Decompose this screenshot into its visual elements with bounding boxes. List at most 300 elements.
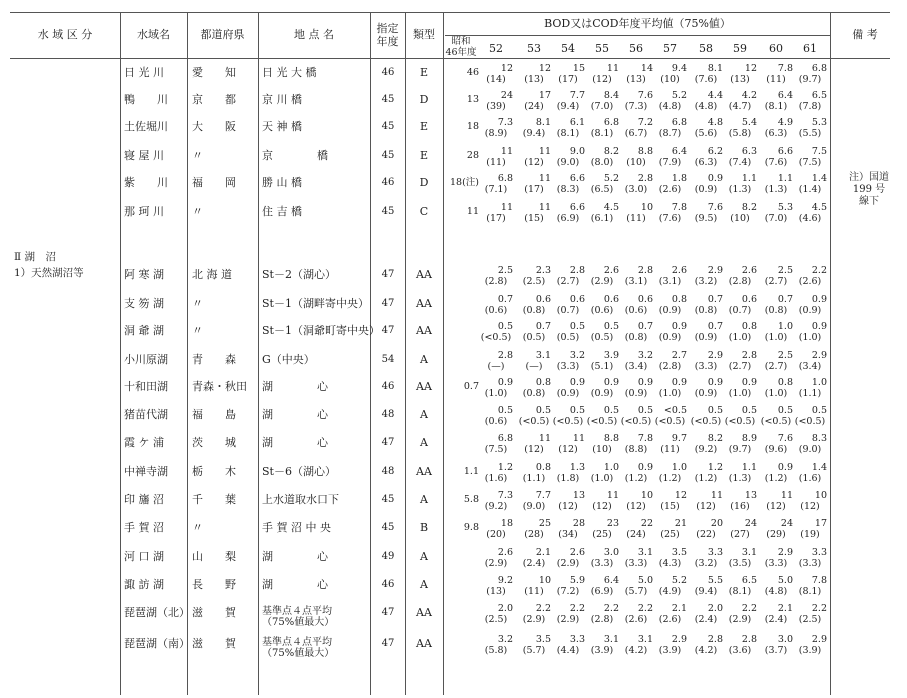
p75-value: (13) — [730, 74, 750, 85]
annual-value — [653, 146, 687, 168]
point-name: 日 光 大 橋 — [262, 66, 317, 79]
category-type: AA — [416, 297, 432, 310]
annual-value — [689, 433, 723, 455]
annual-value — [723, 433, 757, 455]
section-lake-subtitle: 1）天然湖沼等 — [14, 267, 84, 279]
annual-value — [551, 433, 585, 455]
p75-value: (3.7) — [764, 645, 788, 656]
p75-value: (2.8) — [728, 276, 752, 287]
category-type: AA — [416, 380, 432, 393]
p75-value: (1.0) — [590, 473, 614, 484]
point-name: St－6（湖心） — [262, 465, 336, 478]
p75-value: (<0.5) — [724, 416, 756, 427]
category-type: A — [420, 493, 428, 506]
annual-value — [723, 603, 757, 625]
mean-value: 0.5 — [535, 405, 551, 416]
mean-value: 6.4 — [671, 146, 687, 157]
p75-value: (<0.5) — [794, 416, 826, 427]
annual-value — [793, 146, 827, 168]
annual-value — [585, 603, 619, 625]
mean-value: 0.5 — [777, 405, 793, 416]
p75-value: (3.6) — [728, 645, 752, 656]
p75-value: (12) — [592, 74, 612, 85]
mean-value: 3.3 — [811, 547, 827, 558]
point-name: St－2（湖心） — [262, 268, 336, 281]
annual-value — [479, 202, 513, 224]
p75-value: (<0.5) — [654, 416, 686, 427]
mean-value: 1.0 — [603, 462, 619, 473]
annual-value — [759, 350, 793, 372]
p75-value: (8.1) — [764, 101, 788, 112]
mean-value: 2.5 — [777, 350, 793, 361]
header-base-year: 昭和 46年度 — [445, 36, 477, 58]
water-body-name: 阿 寒 湖 — [124, 268, 164, 281]
mean-value: 18 — [500, 518, 513, 529]
p75-value: (12) — [800, 501, 820, 512]
p75-value: (3.3) — [590, 558, 614, 569]
annual-value — [793, 90, 827, 112]
annual-value — [479, 462, 513, 484]
base-year-value: 1.1 — [463, 466, 479, 477]
designated-year: 47 — [381, 325, 395, 336]
mean-value: 6.6 — [569, 173, 585, 184]
p75-value: (0.6) — [624, 305, 648, 316]
header-year: 60 — [769, 42, 783, 55]
mean-value: 23 — [606, 518, 619, 529]
annual-value — [723, 634, 757, 656]
category-type: B — [419, 521, 429, 534]
annual-value — [551, 377, 585, 399]
p75-value: (1.2) — [764, 473, 788, 484]
mean-value: 8.2 — [603, 146, 619, 157]
mean-value: 2.6 — [569, 547, 585, 558]
p75-value: (12) — [592, 501, 612, 512]
p75-value: (9.7) — [728, 444, 752, 455]
p75-value: (8.3) — [556, 184, 580, 195]
mean-value: 11 — [606, 490, 619, 501]
mean-value: 8.9 — [741, 433, 757, 444]
annual-value — [759, 490, 793, 512]
annual-value — [689, 294, 723, 316]
water-body-name: 小川原湖 — [124, 353, 168, 366]
mean-value: 28 — [572, 518, 585, 529]
mean-value: 1.8 — [671, 173, 687, 184]
p75-value: (20) — [486, 529, 506, 540]
prefecture: 〃 — [192, 324, 203, 337]
mean-value: 7.8 — [671, 202, 687, 213]
p75-value: (9.4) — [556, 101, 580, 112]
annual-value — [517, 173, 551, 195]
p75-value: (0.9) — [694, 184, 718, 195]
p75-value: (8.9) — [484, 128, 508, 139]
designated-year: 47 — [381, 638, 395, 649]
designated-year: 49 — [381, 551, 395, 562]
mean-value: 0.6 — [569, 294, 585, 305]
annual-value — [479, 146, 513, 168]
header-year: 58 — [699, 42, 713, 55]
p75-value: (0.6) — [590, 305, 614, 316]
p75-value: (6.1) — [590, 213, 614, 224]
annual-value — [793, 405, 827, 427]
category-type: AA — [416, 465, 432, 478]
prefecture: 大 阪 — [192, 120, 236, 133]
p75-value: (3.2) — [694, 276, 718, 287]
p75-value: (<0.5) — [620, 416, 652, 427]
p75-value: (2.5) — [484, 614, 508, 625]
p75-value: (13) — [626, 74, 646, 85]
annual-value — [653, 117, 687, 139]
p75-value: (1.8) — [556, 473, 580, 484]
base-year-value: 18 — [466, 121, 479, 132]
mean-value: 3.1 — [637, 634, 653, 645]
annual-value — [653, 63, 687, 85]
mean-value: 2.6 — [741, 265, 757, 276]
p75-value: (8.7) — [658, 128, 682, 139]
p75-value: (7.0) — [590, 101, 614, 112]
mean-value: 0.9 — [707, 377, 723, 388]
mean-value: 8.2 — [707, 433, 723, 444]
annual-value — [619, 294, 653, 316]
p75-value: (2.9) — [556, 614, 580, 625]
p75-value: (11) — [626, 213, 646, 224]
category-type: C — [419, 205, 429, 218]
annual-value — [517, 321, 551, 343]
mean-value: 1.3 — [569, 462, 585, 473]
annual-value — [517, 117, 551, 139]
p75-value: (3.5) — [728, 558, 752, 569]
annual-value — [723, 518, 757, 540]
point-name: 住 吉 橋 — [262, 205, 302, 218]
header-suiiki-mei: 水域名 — [137, 28, 170, 41]
category-type: D — [419, 176, 429, 189]
annual-value — [689, 377, 723, 399]
mean-value: 7.6 — [637, 90, 653, 101]
p75-value: (39) — [486, 101, 506, 112]
annual-value — [479, 350, 513, 372]
p75-value: (4.2) — [694, 645, 718, 656]
annual-value — [793, 603, 827, 625]
p75-value: (<0.5) — [760, 416, 792, 427]
mean-value: 5.3 — [811, 117, 827, 128]
p75-value: (3.2) — [694, 558, 718, 569]
annual-value — [759, 63, 793, 85]
annual-value — [551, 90, 585, 112]
mean-value: 1.1 — [741, 462, 757, 473]
prefecture: 京 都 — [192, 93, 236, 106]
p75-value: (1.4) — [798, 184, 822, 195]
mean-value: 11 — [538, 433, 551, 444]
p75-value: (3.9) — [590, 645, 614, 656]
p75-value: (1.2) — [624, 473, 648, 484]
p75-value: (7.6) — [694, 74, 718, 85]
mean-value: 0.8 — [777, 377, 793, 388]
mean-value: 4.9 — [777, 117, 793, 128]
base-year-value: 18(注) — [449, 177, 479, 188]
mean-value: 24 — [744, 518, 757, 529]
mean-value: 11 — [572, 433, 585, 444]
annual-value — [479, 377, 513, 399]
p75-value: (2.9) — [590, 276, 614, 287]
mean-value: 10 — [814, 490, 827, 501]
mean-value: 24 — [500, 90, 513, 101]
annual-value — [517, 433, 551, 455]
mean-value: 24 — [780, 518, 793, 529]
annual-value — [793, 117, 827, 139]
designated-year: 54 — [381, 354, 395, 365]
annual-value — [653, 350, 687, 372]
header-year: 53 — [527, 42, 541, 55]
p75-value: (1.2) — [658, 473, 682, 484]
annual-value — [689, 350, 723, 372]
annual-value — [517, 462, 551, 484]
p75-value: (0.9) — [624, 388, 648, 399]
annual-value — [619, 146, 653, 168]
mean-value: 2.9 — [707, 350, 723, 361]
p75-value: (0.7) — [728, 305, 752, 316]
base-year-value: 13 — [466, 94, 479, 105]
annual-value — [517, 202, 551, 224]
annual-value — [479, 90, 513, 112]
annual-value — [479, 294, 513, 316]
prefecture: 〃 — [192, 521, 203, 534]
mean-value: 2.8 — [741, 634, 757, 645]
annual-value — [517, 350, 551, 372]
p75-value: (5.6) — [694, 128, 718, 139]
base-year-value: 9.8 — [463, 522, 479, 533]
p75-value: (9.5) — [694, 213, 718, 224]
p75-value: (9.0) — [522, 501, 546, 512]
mean-value: 0.6 — [535, 294, 551, 305]
water-body-name: 中禅寺湖 — [124, 465, 168, 478]
annual-value — [585, 634, 619, 656]
mean-value: 0.7 — [707, 321, 723, 332]
mean-value: 2.0 — [497, 603, 513, 614]
annual-value — [619, 377, 653, 399]
mean-value: 11 — [500, 146, 513, 157]
annual-value — [551, 202, 585, 224]
p75-value: (1.3) — [728, 184, 752, 195]
p75-value: (3.3) — [798, 558, 822, 569]
point-name: 湖 心 — [262, 408, 328, 421]
annual-value — [759, 377, 793, 399]
mean-value: 10 — [640, 202, 653, 213]
annual-value — [759, 405, 793, 427]
designated-year: 45 — [381, 522, 395, 533]
mean-value: 0.5 — [497, 321, 513, 332]
water-body-name: 印 旛 沼 — [124, 493, 164, 506]
p75-value: (3.9) — [798, 645, 822, 656]
base-year-value: 5.8 — [463, 494, 479, 505]
annual-value — [551, 603, 585, 625]
mean-value: 6.2 — [707, 146, 723, 157]
annual-value — [479, 265, 513, 287]
p75-value: (9.2) — [484, 501, 508, 512]
base-year-value: 46 — [466, 67, 479, 78]
annual-value — [551, 405, 585, 427]
p75-value: (4.3) — [658, 558, 682, 569]
category-type: AA — [416, 637, 432, 650]
annual-value — [759, 321, 793, 343]
annual-value — [689, 490, 723, 512]
mean-value: 3.5 — [671, 547, 687, 558]
prefecture: 北 海 道 — [192, 268, 232, 281]
annual-value — [619, 117, 653, 139]
annual-value — [551, 117, 585, 139]
p75-value: (8.0) — [590, 157, 614, 168]
header-year: 52 — [489, 42, 503, 55]
p75-value: (9.4) — [694, 586, 718, 597]
water-body-name: 紫 川 — [124, 176, 168, 189]
annual-value — [517, 90, 551, 112]
category-type: D — [419, 93, 429, 106]
annual-value — [585, 433, 619, 455]
point-name: 基準点４点平均 （75%値最大） — [262, 606, 335, 628]
p75-value: (9.2) — [694, 444, 718, 455]
designated-year: 45 — [381, 94, 395, 105]
annual-value — [585, 146, 619, 168]
header-year: 59 — [733, 42, 747, 55]
annual-value — [653, 518, 687, 540]
p75-value: (6.3) — [694, 157, 718, 168]
mean-value: 2.9 — [777, 547, 793, 558]
annual-value — [793, 350, 827, 372]
prefecture: 長 野 — [192, 578, 236, 591]
mean-value: 5.2 — [603, 173, 619, 184]
base-year-value: 0.7 — [463, 381, 479, 392]
annual-value — [517, 377, 551, 399]
mean-value: 1.2 — [497, 462, 513, 473]
p75-value: (9.0) — [556, 157, 580, 168]
water-body-name: 支 笏 湖 — [124, 297, 164, 310]
annual-value — [479, 634, 513, 656]
water-body-name: 猪苗代湖 — [124, 408, 168, 421]
prefecture: 〃 — [192, 149, 203, 162]
p75-value: (19) — [800, 529, 820, 540]
annual-value — [619, 265, 653, 287]
header-year: 54 — [561, 42, 575, 55]
annual-value — [551, 518, 585, 540]
annual-value — [793, 321, 827, 343]
mean-value: 2.6 — [603, 265, 619, 276]
point-name: 勝 山 橋 — [262, 176, 302, 189]
mean-value: 11 — [710, 490, 723, 501]
mean-value: 0.5 — [569, 405, 585, 416]
p75-value: (2.7) — [764, 276, 788, 287]
category-type: E — [419, 120, 429, 133]
annual-value — [723, 146, 757, 168]
mean-value: 7.8 — [811, 575, 827, 586]
header-ruikei: 類型 — [413, 28, 435, 41]
p75-value: (2.9) — [556, 558, 580, 569]
p75-value: (2.7) — [556, 276, 580, 287]
p75-value: (10) — [626, 157, 646, 168]
designated-year: 47 — [381, 437, 395, 448]
annual-value — [619, 603, 653, 625]
mean-value: 2.9 — [707, 265, 723, 276]
annual-value — [551, 462, 585, 484]
mean-value: 5.3 — [777, 202, 793, 213]
water-body-name: 河 口 湖 — [124, 550, 164, 563]
mean-value: 9.4 — [671, 63, 687, 74]
water-body-name: 諏 訪 湖 — [124, 578, 164, 591]
mean-value: 6.6 — [777, 146, 793, 157]
mean-value: 25 — [538, 518, 551, 529]
annual-value — [619, 405, 653, 427]
p75-value: (2.5) — [522, 276, 546, 287]
annual-value — [723, 173, 757, 195]
annual-value — [723, 377, 757, 399]
annual-value — [793, 462, 827, 484]
annual-value — [723, 575, 757, 597]
annual-value — [653, 547, 687, 569]
p75-value: (2.8) — [590, 614, 614, 625]
p75-value: (<0.5) — [690, 416, 722, 427]
prefecture: 青森・秋田 — [192, 380, 247, 393]
p75-value: (4.8) — [694, 101, 718, 112]
p75-value: (8.1) — [798, 586, 822, 597]
annual-value — [653, 265, 687, 287]
annual-value — [619, 490, 653, 512]
header-shitei-nendo: 指定 年度 — [376, 22, 399, 48]
p75-value: (7.1) — [484, 184, 508, 195]
mean-value: 2.1 — [777, 603, 793, 614]
p75-value: (1.0) — [798, 332, 822, 343]
mean-value: 7.3 — [497, 117, 513, 128]
header-bottom-border — [10, 58, 890, 59]
water-body-name: 日 光 川 — [124, 66, 164, 79]
annual-value — [689, 63, 723, 85]
mean-value: 3.1 — [535, 350, 551, 361]
annual-value — [585, 202, 619, 224]
mean-value: 0.9 — [671, 321, 687, 332]
annual-value — [689, 90, 723, 112]
mean-value: 8.1 — [535, 117, 551, 128]
mean-value: 11 — [538, 173, 551, 184]
p75-value: (2.4) — [764, 614, 788, 625]
col-divider — [443, 12, 444, 695]
annual-value — [793, 294, 827, 316]
mean-value: 0.9 — [603, 377, 619, 388]
p75-value: (0.5) — [522, 332, 546, 343]
annual-value — [793, 202, 827, 224]
p75-value: (4.4) — [556, 645, 580, 656]
p75-value: (7.9) — [658, 157, 682, 168]
p75-value: (6.5) — [590, 184, 614, 195]
p75-value: (27) — [730, 529, 750, 540]
annual-value — [689, 405, 723, 427]
annual-value — [723, 547, 757, 569]
mean-value: 11 — [780, 490, 793, 501]
annual-value — [653, 603, 687, 625]
mean-value: 3.5 — [535, 634, 551, 645]
mean-value: 3.9 — [603, 350, 619, 361]
mean-value: 0.5 — [637, 405, 653, 416]
mean-value: 8.8 — [637, 146, 653, 157]
mean-value: 0.9 — [811, 321, 827, 332]
p75-value: (—) — [525, 361, 543, 372]
annual-value — [759, 603, 793, 625]
p75-value: (2.6) — [624, 614, 648, 625]
mean-value: 6.1 — [569, 117, 585, 128]
annual-value — [759, 294, 793, 316]
annual-value — [723, 294, 757, 316]
annual-value — [479, 117, 513, 139]
p75-value: (0.5) — [590, 332, 614, 343]
mean-value: 1.2 — [707, 462, 723, 473]
water-body-name: 鴨 川 — [124, 93, 168, 106]
p75-value: (13) — [486, 586, 506, 597]
mean-value: 5.9 — [569, 575, 585, 586]
